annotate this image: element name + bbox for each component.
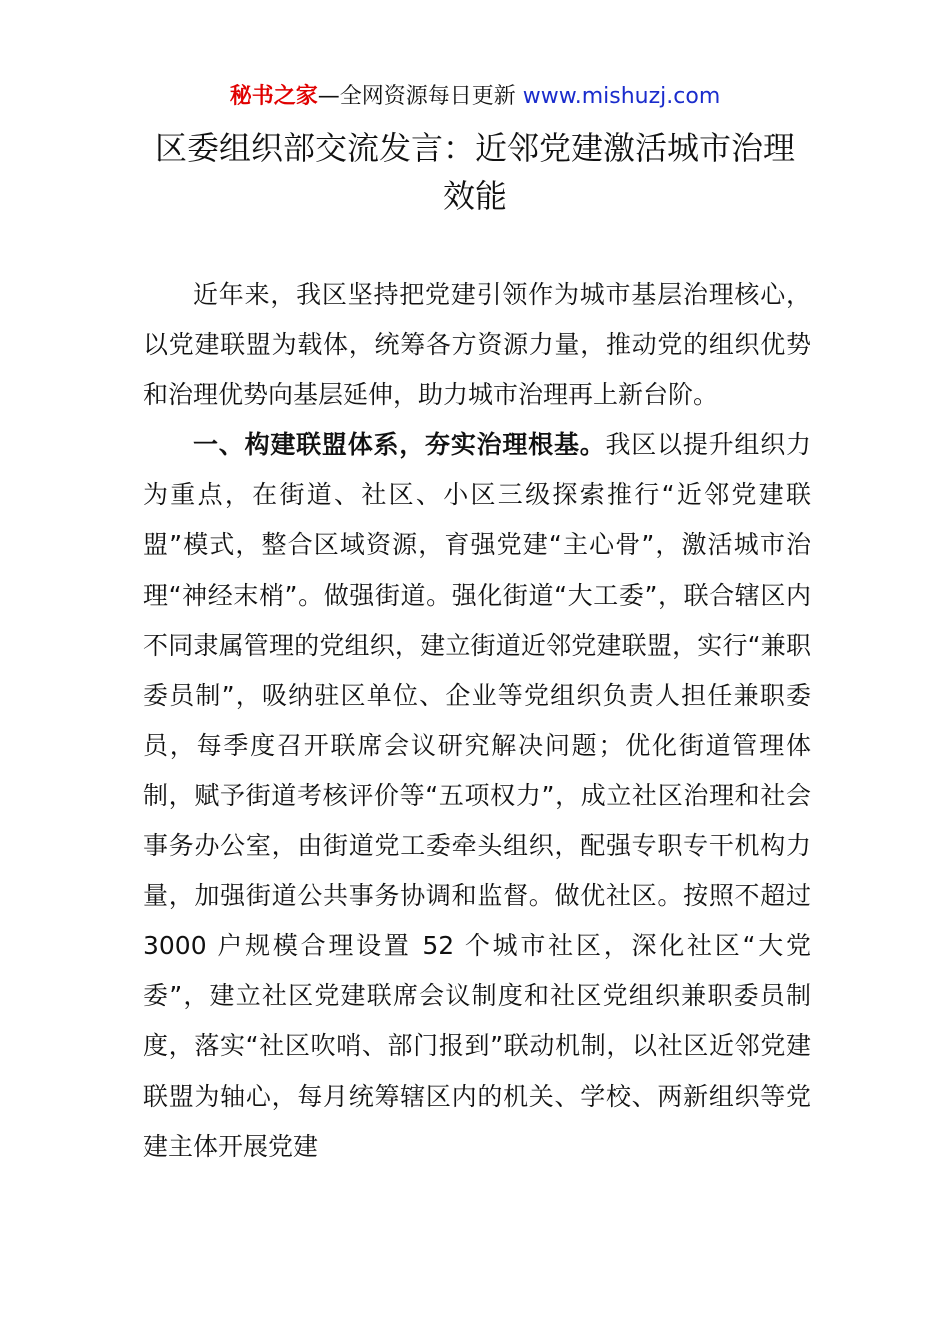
site-brand: 秘书之家 [229,84,318,109]
title-line-2: 效能 [442,177,507,215]
title-line-1: 区委组织部交流发言：近邻党建激活城市治理 [154,129,795,167]
site-header [0,80,950,114]
document-title [95,124,855,220]
paragraph-intro: 近年来，我区坚持把党建引领作为城市基层治理核心，以党建联盟为载体，统筹各方资源力量，推动党的组织优势和治理优势向基层延伸，助力城市治理再上新台阶。 [143,280,811,410]
section-1-body: 我区以提升组织力为重点，在街道、社区、小区三级探索推行“近邻党建联盟”模式，整合区域资源，育强党建“主心骨”，激活城市治理“神经末梢”。做强街道。强化街道“大工委”，联合辖区内不同隶属管理的党组织，建立街道近邻党建联盟，实行“兼职委员制”，吸纳驻区单位、企业等党组织负责人担任兼职委员，每季度召开联席会议研究解决问题；优化街道管理体制，赋予街道考核评价等“五项权力”，成立社区治理和社会事务办公室，由街道党工委牵头组织，配强专职专干机构力量，加强街道公共事务协调和监督。做优社区。按照不超过 3000 户规模合理设置 52 个城市社区，深化社区“大党委”，建立社区党建联席会议制度和社区党组织兼职委员制度，落实“社区吹哨、部门报到”联动机制，以社区近邻党建联盟为轴心，每月统筹辖区内的机关、学校、两新组织等党建主体开展党建 [143,430,811,1161]
site-tagline: —全网资源每日更新 [317,84,523,109]
paragraph-section-1 [143,420,811,1171]
site-url-link[interactable]: www.mishuzj.com [522,84,721,109]
section-1-heading: 一、构建联盟体系，夯实治理根基。 [193,430,606,460]
document-body [143,270,811,1172]
